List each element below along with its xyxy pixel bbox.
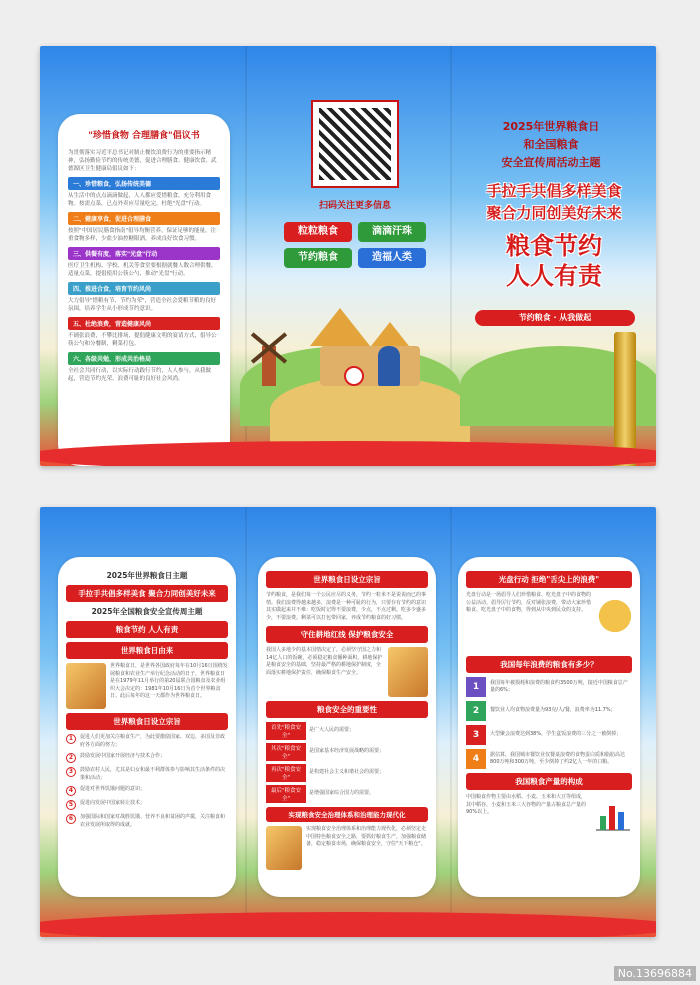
- farmer-figure: [378, 346, 400, 386]
- slogan-tag: 造福人类: [358, 248, 426, 268]
- priority-item: [266, 743, 428, 761]
- proposal-item-body: 医疗卫生机构、学校、机关等食堂要根据就餐人数合理供餐，适量点菜，提倡使用公筷公勺，推动"光盘"行动。: [68, 263, 217, 277]
- priority-text: 是广大人民的需要；: [309, 727, 355, 734]
- proposal-item-head: 六、各级共勉，形成共治格局: [68, 352, 220, 365]
- red-ribbon: [40, 912, 656, 937]
- proposal-item-head: 一、珍惜粮食，弘扬传统美德: [68, 177, 220, 190]
- stat-number: 3: [466, 725, 486, 745]
- section-header: 光盘行动 拒绝"舌尖上的浪费": [466, 571, 632, 588]
- proposal-item-body: 全社会共同行动，以实际行动践行节约，人人参与，从我做起，营造节约光荣、浪费可耻的良好社会风尚。: [68, 368, 212, 382]
- cover-line: 安全宣传周活动主题: [501, 156, 601, 169]
- guangpan-block: [466, 592, 632, 652]
- granary-base: [320, 346, 420, 386]
- section-header: 我国粮食产量的构成: [466, 773, 632, 790]
- proposal-item: [68, 282, 220, 313]
- priority-tag: 再次"粮食安全": [266, 764, 306, 782]
- list-number: 2: [66, 753, 76, 763]
- huabiao-pillar-icon: [614, 332, 636, 466]
- list-item: [66, 800, 228, 810]
- stat-number: 4: [466, 749, 486, 769]
- list-item: [66, 734, 228, 749]
- cover-pill: 节约粮食 · 从我做起: [475, 310, 635, 326]
- structure-text: 中国粮食作物主要由水稻、小麦、玉米和大豆等组成，其中稻谷、小麦和玉米三大谷物的产量占粮食总产量的90%以上。: [466, 794, 587, 815]
- brochure-inside-sheet: [40, 507, 656, 937]
- proposal-item-head: 五、杜绝浪费，营造健康风尚: [68, 317, 220, 330]
- modern-block: [266, 826, 428, 870]
- list-number: 6: [66, 814, 76, 824]
- slogan-tag: 粒粒粮食: [284, 222, 352, 242]
- list-item: [66, 767, 228, 782]
- section-header: 世界粮食日设立宗旨: [266, 571, 428, 588]
- proposal-card: [58, 114, 230, 466]
- priority-text: 是国家基本经济发展战略的需要；: [309, 748, 385, 755]
- origin-block: [66, 663, 228, 709]
- fold-line: [245, 507, 247, 937]
- stat-text: 据估算，我国城市餐饮业仅餐桌浪费的食物蛋白质和脂肪高达800万吨和300万吨，至少倒掉了约2亿人一年的口粮。: [490, 751, 626, 765]
- proposal-item: [68, 212, 220, 243]
- proposal-item: [68, 177, 220, 208]
- qr-code[interactable]: [311, 100, 399, 188]
- red-ribbon: [40, 441, 656, 466]
- proposal-item-body: 按照"中国居民膳食指南"倡导均衡营养，保证足够的能量，注重食物多样，少盐少油控糖限酒，养成良好饮食习惯。: [68, 228, 217, 242]
- cover-line: 和全国粮食: [523, 138, 579, 151]
- grain-sack-icon: [344, 366, 364, 386]
- slogan-tag: 滴滴汗珠: [358, 222, 426, 242]
- inside-middle-card: [258, 557, 436, 897]
- redline-text: 我国人多地少的基本国情决定了，必须坚守国之力和14亿人口的饭碗，必须稳定粮食播种面积，耕地保护是粮食安全的基础，坚持最严格的耕地保护制度，全面落实耕地保护责任，确保粮食生产安全。: [266, 647, 383, 676]
- guangpan-text: 光盘行动是一场倡导人们珍惜粮食、吃光盘子中的食物的公益活动。倡导厉行节约，反对铺张浪费，带动大家珍惜粮食、吃光盘子中的食物，得到从中央到民众的支持。: [466, 592, 592, 613]
- list-item: [66, 786, 228, 796]
- proposal-item-head: 三、供餐有度，落实"光盘"行动: [68, 247, 220, 260]
- section-header: 世界粮食日由来: [66, 642, 228, 659]
- week-title: 2025年全国粮食安全宣传周主题: [91, 607, 203, 616]
- proposal-item: [68, 317, 220, 348]
- list-item: [66, 814, 228, 829]
- section-header: 守住耕地红线 保护粮食安全: [266, 626, 428, 643]
- theme-title: 2025年世界粮食日主题: [106, 571, 188, 580]
- stat-item: [466, 725, 632, 745]
- redline-block: [266, 647, 428, 697]
- section-header: 我国每年浪费的粮食有多少？: [466, 656, 632, 673]
- list-text: 鼓励农村人民，尤其是妇女和最不利群体参与影响其生活条件的决策和活动；: [80, 767, 226, 781]
- proposal-item: [68, 247, 220, 278]
- stat-item: [466, 677, 632, 697]
- stat-item: [466, 749, 632, 769]
- inside-right-card: [458, 557, 640, 897]
- proposal-item: [68, 352, 220, 383]
- priority-item: [266, 722, 428, 740]
- modern-text: 实现粮食安全治理体系和治理能力现代化，必须坚定走中国特色粮食安全之路，要抓好粮食生产，加强粮食储备，稳定粮食市场，确保粮食安全，守住"天下粮仓"。: [306, 826, 427, 847]
- list-number: 1: [66, 734, 76, 744]
- stat-number: 2: [466, 701, 486, 721]
- priority-text: 是增强国家综合国力的需要。: [309, 790, 375, 797]
- list-item: [66, 753, 228, 763]
- proposal-item-body: 从生活中的点点滴滴做起，人人都应爱惜粮食，充分利用食物。按需点菜，已点外卖应尽量吃完，杜绝"光盘"行动。: [68, 193, 212, 207]
- cover-main-title: 粮食节约: [506, 232, 602, 260]
- list-text: 加强国际和国家对战胜饥饿、营养不良和贫困的声援，关注粮食和农业发展所取得的成就。: [80, 814, 226, 828]
- stat-number: 1: [466, 677, 486, 697]
- origin-text: 世界粮食日，是世界各国政府每年在10月16日围绕发展粮食和农业生产举行纪念活动的日子。世界粮食日是在1979年11月举行的第20届联合国粮食及农业组织大会决定的：1981年10月16日为首个世界粮食日。此后每年的这一天都作为世界粮食日。: [110, 663, 228, 699]
- priority-tag: 其次"粮食安全": [266, 743, 306, 761]
- list-text: 鼓励发展中国家开展经济与技术合作；: [80, 753, 166, 759]
- purpose-text: 节约粮食，是我们每一个公民应尽的义务，节约一粒米不是说说而已的事情。我们浪费得越来越多，浪费是一种可耻的行为，只要存有节约的意识其实做起来并不难：吃饭时记得不要浪费，少点，不点过剩。吃多少盛多少，不要浪费。剩菜可以打包带回家，养成节约粮食的好习惯。: [266, 592, 427, 621]
- stat-item: [466, 701, 632, 721]
- fold-line: [450, 507, 452, 937]
- theme-banner: 手拉手共倡多样美食 聚合力同创美好未来: [66, 585, 228, 602]
- list-text: 促进对世界饥饿问题的意识；: [80, 786, 146, 792]
- stat-text: 我国每年被损耗和浪费的粮食约3500万吨，接近中国粮食总产量的6%；: [490, 679, 628, 693]
- priority-tag: 最后"粮食安全": [266, 785, 306, 803]
- cart-image: [266, 826, 302, 870]
- cover-slogan: 手拉手共倡多样美食: [486, 182, 622, 200]
- section-header: 世界粮食日设立宗旨: [66, 713, 228, 730]
- priority-text: 是构建社会主义和谐社会的需要；: [309, 769, 385, 776]
- list-number: 4: [66, 786, 76, 796]
- cover-main-title: 人人有责: [506, 262, 602, 290]
- cover-slogan: 聚合力同创美好未来: [486, 204, 622, 222]
- priority-tag: 首先"粮食安全": [266, 722, 306, 740]
- proposal-intro: 为贯彻落实习近平总书记对制止餐饮浪费行为的重要指示精神，弘扬勤俭节约的传统美德，促进合理膳食、健康饮食，武德源区卫生健康局倡议如下：: [68, 150, 217, 172]
- structure-block: [466, 794, 632, 834]
- granary-image: [388, 647, 428, 697]
- image-id-watermark: No.13696884: [614, 966, 696, 981]
- priority-item: [266, 785, 428, 803]
- priority-item: [266, 764, 428, 782]
- scan-caption: 扫码关注更多信息: [318, 201, 391, 211]
- wheat-icon: [598, 592, 632, 652]
- field-shape: [270, 376, 470, 446]
- cover-line: 2025年世界粮食日: [502, 120, 600, 133]
- list-text: 促进向发展中国家转让技术；: [80, 800, 146, 806]
- list-number: 5: [66, 800, 76, 810]
- proposal-item-body: 不铺张浪费，不攀比排场，提倡健康文明的宴请方式，倡导公筷公勺和分餐制，剩菜打包。: [68, 333, 217, 347]
- list-text: 促进人们更加关注粮食生产，为此要激励国家、双边、多国及非政府各方面的努力；: [80, 734, 226, 748]
- proposal-item-body: 大力倡导"惜粮有节、节约为荣"，营造全社会爱粮节粮的良好氛围，培养学生从小形成节约意识。: [68, 298, 217, 312]
- stat-text: 餐饮业人均食物浪费量为93克/人/餐，浪费率为11.7%；: [490, 707, 616, 714]
- proposal-item-head: 二、健康享食，促进合理膳食: [68, 212, 220, 225]
- harvest-image: [66, 663, 106, 709]
- bar-graphic-icon: [592, 794, 632, 834]
- section-header: 实现粮食安全治理体系和治理能力现代化: [266, 807, 428, 822]
- stat-text: 大型聚会浪费达到38%，学生盒饭浪费的三分之一被倒掉；: [490, 731, 622, 738]
- section-header: 粮食安全的重要性: [266, 701, 428, 718]
- inside-left-card: [58, 557, 236, 897]
- slogan-tag: 节约粮食: [284, 248, 352, 268]
- list-number: 3: [66, 767, 76, 777]
- proposal-item-head: 四、推进合食，培育节约风尚: [68, 282, 220, 295]
- proposal-title: "珍惜食物 合理膳食"倡议书: [88, 131, 200, 141]
- brochure-outside-sheet: [40, 46, 656, 466]
- week-banner: 粮食节约 人人有责: [66, 621, 228, 638]
- purpose-list: [66, 734, 228, 829]
- qr-pattern: [319, 108, 391, 180]
